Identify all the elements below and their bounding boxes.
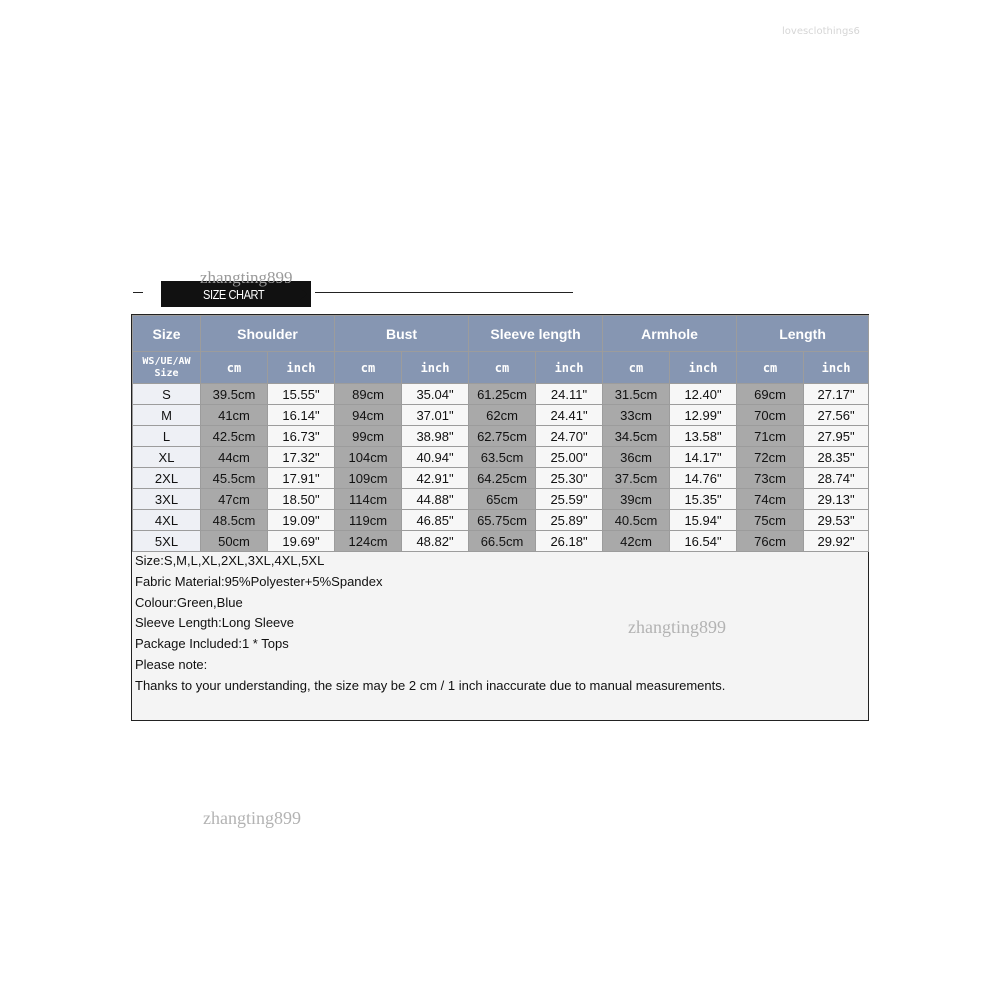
inch-cell: 27.95" (804, 426, 869, 447)
cm-cell: 45.5cm (201, 468, 268, 489)
size-cell: XL (133, 447, 201, 468)
cm-cell: 48.5cm (201, 510, 268, 531)
table-row (133, 531, 869, 552)
inch-cell: 25.30" (536, 468, 603, 489)
inch-cell: 28.35" (804, 447, 869, 468)
cm-cell: 114cm (335, 489, 402, 510)
size-chart-sheet (131, 314, 869, 721)
inch-cell: 28.74" (804, 468, 869, 489)
heading-label: SIZE CHART (203, 287, 265, 302)
cm-cell: 47cm (201, 489, 268, 510)
header-length: Length (737, 316, 869, 352)
header-size: Size (133, 316, 201, 352)
size-cell: L (133, 426, 201, 447)
cm-cell: 41cm (201, 405, 268, 426)
inch-cell: 40.94" (402, 447, 469, 468)
inch-cell: 16.14" (268, 405, 335, 426)
cm-cell: 119cm (335, 510, 402, 531)
inch-cell: 15.55" (268, 384, 335, 405)
watermark-header: zhangting899 (200, 268, 293, 287)
inch-cell: 25.00" (536, 447, 603, 468)
unit-inch: inch (670, 352, 737, 384)
inch-cell: 25.59" (536, 489, 603, 510)
size-label: Size (154, 367, 179, 379)
inch-cell: 12.40" (670, 384, 737, 405)
inch-cell: 18.50" (268, 489, 335, 510)
table-row (133, 468, 869, 489)
cm-cell: 71cm (737, 426, 804, 447)
cm-cell: 36cm (603, 447, 670, 468)
note-line: Colour:Green,Blue (135, 594, 243, 610)
inch-cell: 24.41" (536, 405, 603, 426)
cm-cell: 39cm (603, 489, 670, 510)
inch-cell: 19.69" (268, 531, 335, 552)
cm-cell: 42cm (603, 531, 670, 552)
table-row (133, 447, 869, 468)
cm-cell: 89cm (335, 384, 402, 405)
unit-cm: cm (737, 352, 804, 384)
size-cell: 2XL (133, 468, 201, 489)
unit-inch: inch (536, 352, 603, 384)
cm-cell: 109cm (335, 468, 402, 489)
unit-cm: cm (603, 352, 670, 384)
cm-cell: 33cm (603, 405, 670, 426)
cm-cell: 63.5cm (469, 447, 536, 468)
unit-inch: inch (804, 352, 869, 384)
cm-cell: 61.25cm (469, 384, 536, 405)
inch-cell: 48.82" (402, 531, 469, 552)
header-bust: Bust (335, 316, 469, 352)
watermark-top-right: lovesclothings6 (782, 26, 860, 37)
cm-cell: 75cm (737, 510, 804, 531)
inch-cell: 17.32" (268, 447, 335, 468)
unit-cm: cm (469, 352, 536, 384)
cm-cell: 39.5cm (201, 384, 268, 405)
inch-cell: 46.85" (402, 510, 469, 531)
watermark-middle: zhangting899 (628, 617, 726, 637)
cm-cell: 31.5cm (603, 384, 670, 405)
cm-cell: 40.5cm (603, 510, 670, 531)
inch-cell: 15.35" (670, 489, 737, 510)
inch-cell: 44.88" (402, 489, 469, 510)
cm-cell: 42.5cm (201, 426, 268, 447)
note-line: Package Included:1 * Tops (135, 636, 289, 652)
heading-rule (315, 292, 573, 293)
inch-cell: 29.53" (804, 510, 869, 531)
cm-cell: 64.25cm (469, 468, 536, 489)
size-cell: 3XL (133, 489, 201, 510)
inch-cell: 12.99" (670, 405, 737, 426)
cm-cell: 70cm (737, 405, 804, 426)
cm-cell: 99cm (335, 426, 402, 447)
group-header-row (133, 316, 869, 352)
note-line: Thanks to your understanding, the size may be 2 cm / 1 inch inaccurate due to manual measurements. (135, 677, 726, 693)
cm-cell: 94cm (335, 405, 402, 426)
header-armhole: Armhole (603, 316, 737, 352)
cm-cell: 44cm (201, 447, 268, 468)
size-cell: 5XL (133, 531, 201, 552)
cm-cell: 69cm (737, 384, 804, 405)
unit-inch: inch (402, 352, 469, 384)
unit-cm: cm (201, 352, 268, 384)
size-cell: S (133, 384, 201, 405)
cm-cell: 34.5cm (603, 426, 670, 447)
note-line: Size:S,M,L,XL,2XL,3XL,4XL,5XL (135, 553, 325, 568)
inch-cell: 37.01" (402, 405, 469, 426)
watermark-bottom: zhangting899 (203, 808, 301, 828)
inch-cell: 14.17" (670, 447, 737, 468)
size-rows (133, 384, 869, 552)
inch-cell: 38.98" (402, 426, 469, 447)
cm-cell: 124cm (335, 531, 402, 552)
unit-cm: cm (335, 352, 402, 384)
inch-cell: 14.76" (670, 468, 737, 489)
cm-cell: 73cm (737, 468, 804, 489)
cm-cell: 37.5cm (603, 468, 670, 489)
cm-cell: 66.5cm (469, 531, 536, 552)
inch-cell: 15.94" (670, 510, 737, 531)
inch-cell: 29.92" (804, 531, 869, 552)
cm-cell: 65cm (469, 489, 536, 510)
table-row (133, 489, 869, 510)
header-size-system (133, 352, 201, 384)
inch-cell: 26.18" (536, 531, 603, 552)
cm-cell: 65.75cm (469, 510, 536, 531)
inch-cell: 19.09" (268, 510, 335, 531)
cm-cell: 62cm (469, 405, 536, 426)
size-table (132, 315, 869, 552)
inch-cell: 42.91" (402, 468, 469, 489)
inch-cell: 27.56" (804, 405, 869, 426)
inch-cell: 16.54" (670, 531, 737, 552)
inch-cell: 13.58" (670, 426, 737, 447)
size-cell: 4XL (133, 510, 201, 531)
inch-cell: 16.73" (268, 426, 335, 447)
heading-dash (133, 292, 143, 293)
cm-cell: 76cm (737, 531, 804, 552)
cm-cell: 50cm (201, 531, 268, 552)
header-sleeve-length: Sleeve length (469, 316, 603, 352)
inch-cell: 24.11" (536, 384, 603, 405)
note-line: Please note: (135, 656, 208, 672)
note-line: Fabric Material:95%Polyester+5%Spandex (135, 573, 383, 589)
cm-cell: 104cm (335, 447, 402, 468)
table-row (133, 426, 869, 447)
inch-cell: 25.89" (536, 510, 603, 531)
size-cell: M (133, 405, 201, 426)
cm-cell: 62.75cm (469, 426, 536, 447)
inch-cell: 17.91" (268, 468, 335, 489)
note-line: Sleeve Length:Long Sleeve (135, 615, 295, 631)
inch-cell: 29.13" (804, 489, 869, 510)
size-system-label: WS/UE/AW (142, 355, 191, 367)
inch-cell: 24.70" (536, 426, 603, 447)
inch-cell: 27.17" (804, 384, 869, 405)
unit-header-row (133, 352, 869, 384)
cm-cell: 74cm (737, 489, 804, 510)
table-row (133, 405, 869, 426)
table-row (133, 510, 869, 531)
header-shoulder: Shoulder (201, 316, 335, 352)
unit-inch: inch (268, 352, 335, 384)
inch-cell: 35.04" (402, 384, 469, 405)
table-row (133, 384, 869, 405)
cm-cell: 72cm (737, 447, 804, 468)
